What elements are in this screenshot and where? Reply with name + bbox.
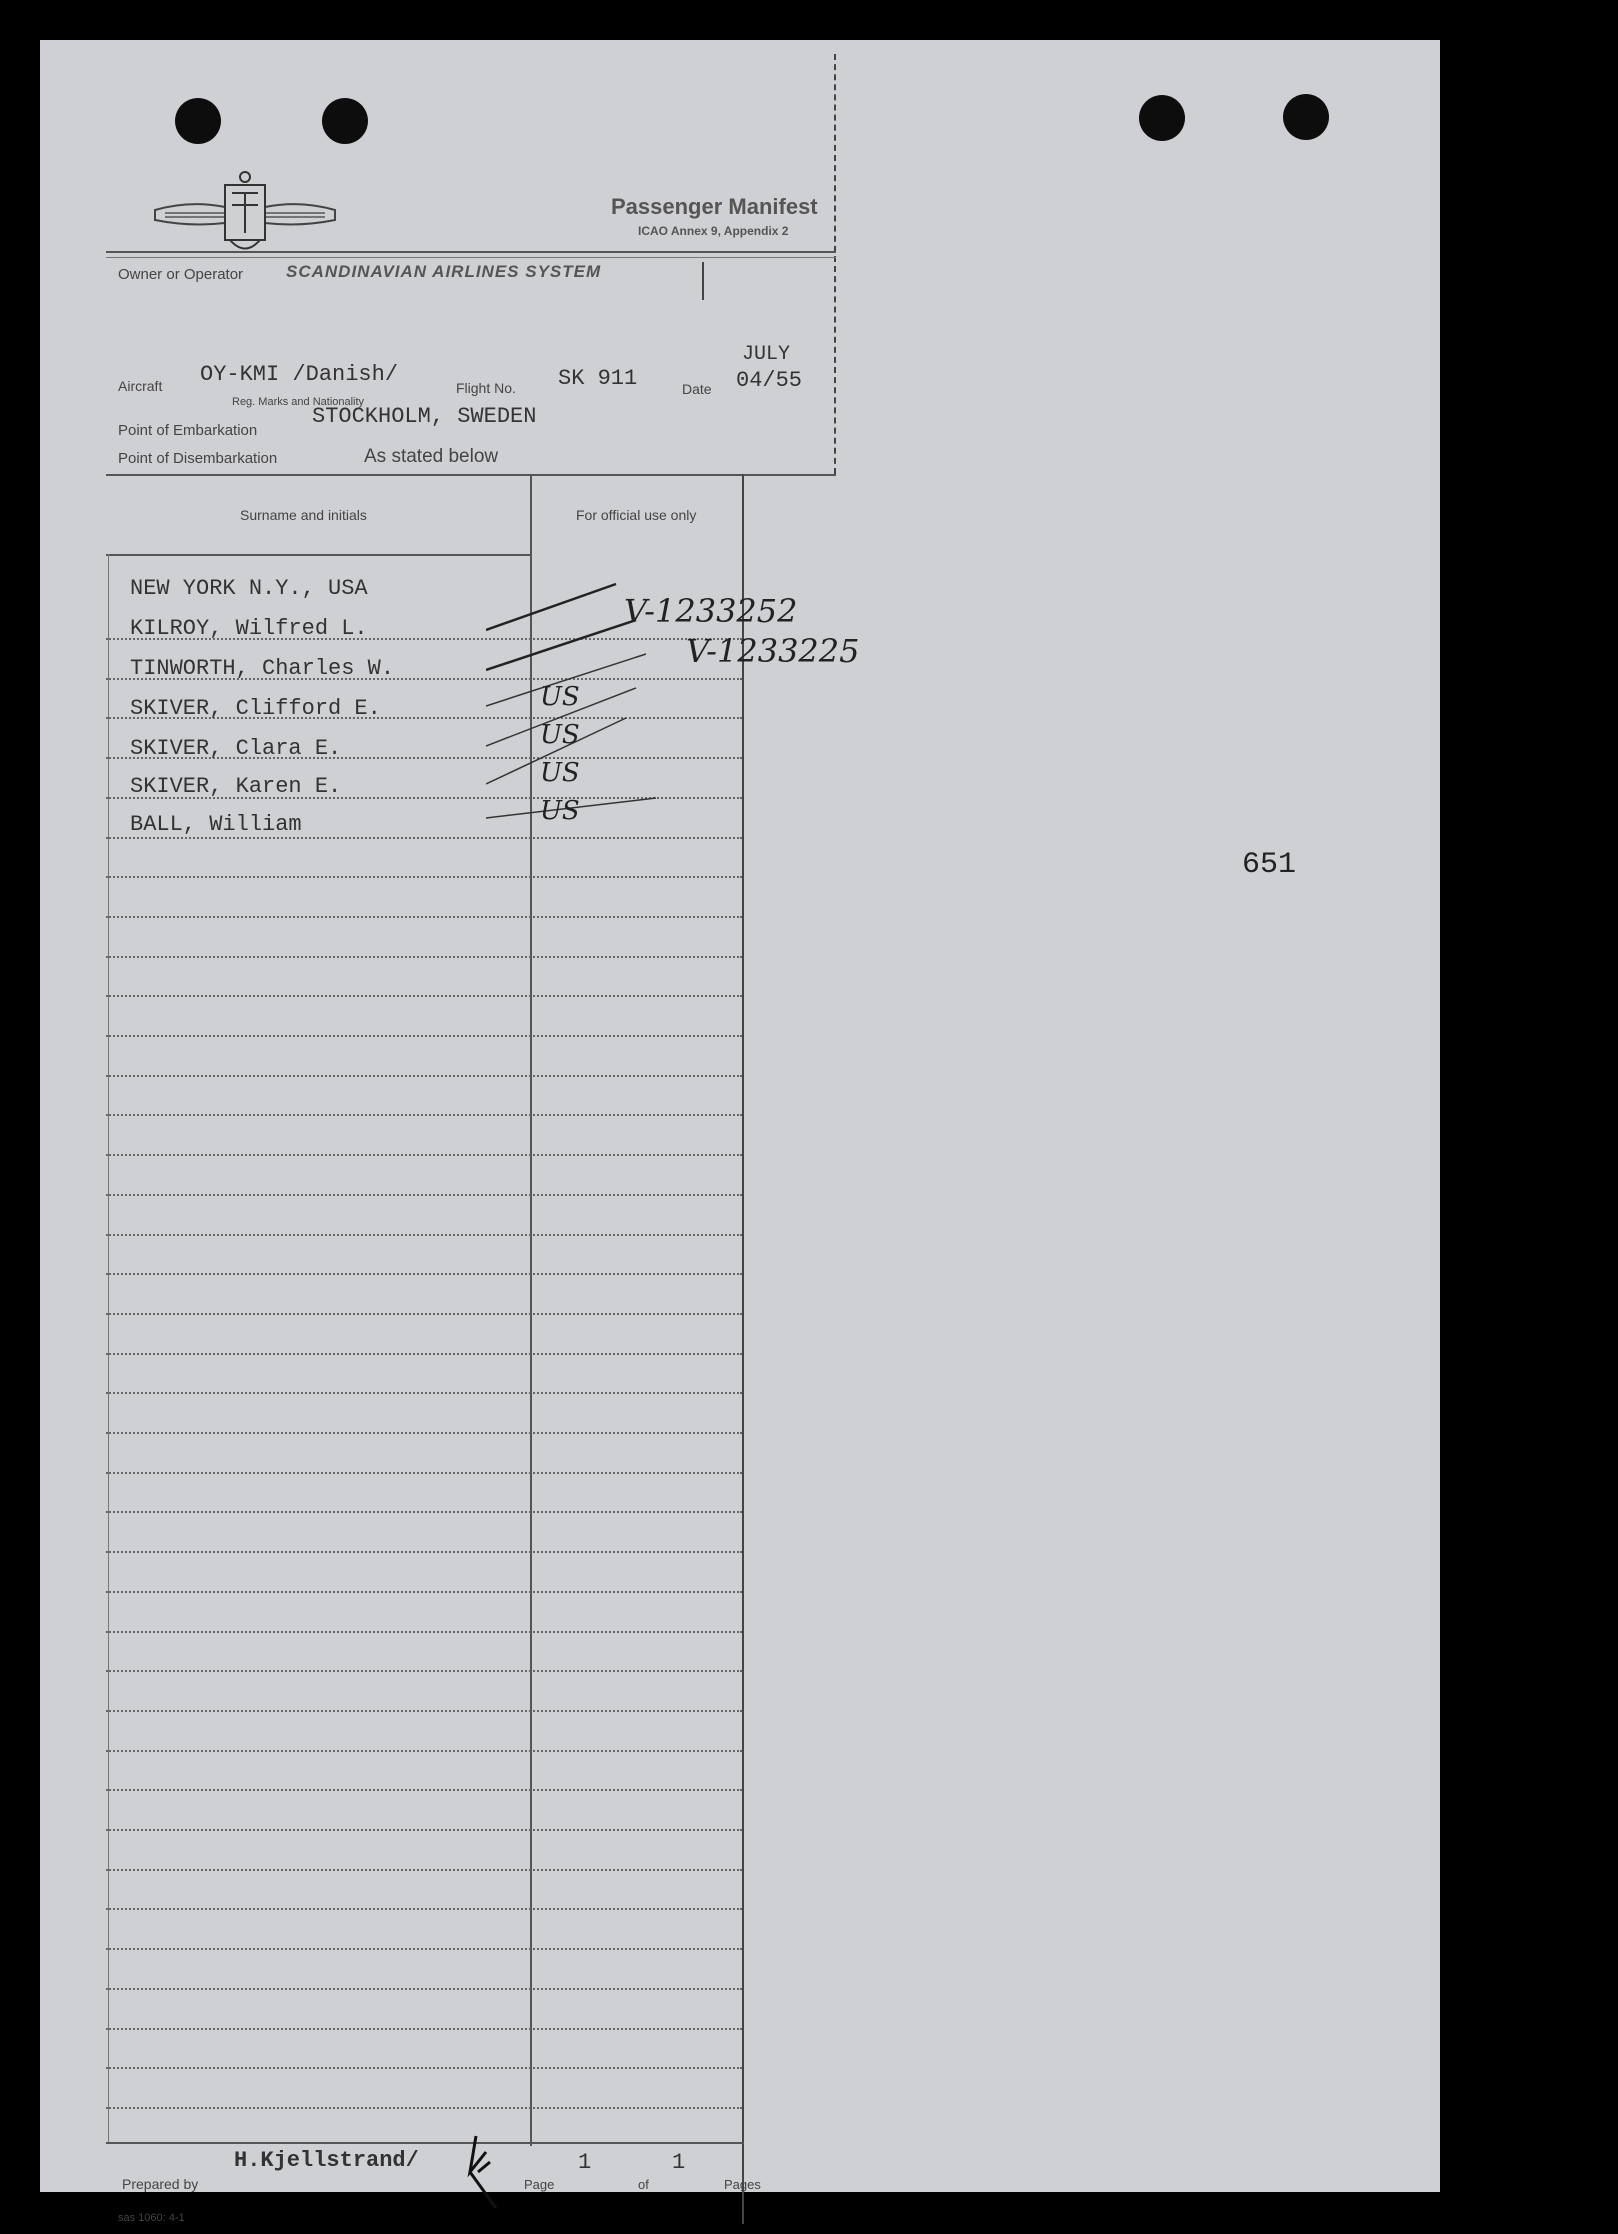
ruled-line [106, 1472, 742, 1474]
ruled-line [106, 1432, 742, 1434]
passenger-row-4: SKIVER, Clifford E. [130, 696, 381, 721]
ruled-line [106, 956, 742, 958]
visa-number-2: V-1233225 [686, 632, 860, 670]
ruled-line [106, 1313, 742, 1315]
disembarkation-label: Point of Disembarkation [118, 450, 278, 467]
header-box-edge [834, 54, 836, 474]
ruled-line [106, 1035, 742, 1037]
ruled-line [106, 1154, 742, 1156]
embarkation-label: Point of Embarkation [118, 422, 258, 439]
official-mark-6: US [540, 758, 580, 788]
date-month: JULY [742, 343, 791, 366]
passenger-row-5: SKIVER, Clara E. [130, 736, 342, 761]
column-header-name: Surname and initials [240, 507, 367, 523]
header-bottom-rule [106, 474, 836, 476]
manifest-title: Passenger Manifest [611, 194, 818, 219]
ruled-line [106, 1234, 742, 1236]
official-mark-5: US [540, 720, 580, 750]
passenger-row-2: KILROY, Wilfred L. [130, 616, 368, 641]
ruled-line [106, 876, 742, 878]
form-code: sas 1060: 4-1 [118, 2212, 185, 2224]
passenger-row-1: NEW YORK N.Y., USA [130, 576, 368, 601]
ruled-line [106, 1075, 742, 1077]
ruled-line [106, 1948, 742, 1950]
sas-logo-icon [150, 165, 340, 275]
passenger-row-7: BALL, William [130, 812, 302, 837]
ruled-line [106, 1114, 742, 1116]
ruled-line [106, 1908, 742, 1910]
column-header-official: For official use only [576, 507, 697, 523]
owner-tick [702, 262, 704, 300]
ruled-line [106, 1988, 742, 1990]
disembarkation-value: As stated below [364, 446, 499, 467]
table-left-edge [108, 554, 109, 2144]
pages-value: 1 [672, 2150, 686, 2175]
table-header-rule [106, 554, 530, 556]
manifest-page [40, 40, 1440, 2224]
visa-number-1: V-1233252 [624, 592, 798, 630]
ruled-line [106, 1591, 742, 1593]
ruled-line [106, 1353, 742, 1355]
ruled-line [106, 1392, 742, 1394]
flight-label: Flight No. [456, 380, 516, 396]
manifest-form [106, 40, 860, 2224]
ruled-line [106, 1869, 742, 1871]
official-mark-4: US [540, 682, 580, 712]
flight-value: SK 911 [558, 366, 638, 391]
ruled-line [106, 1194, 742, 1196]
aircraft-label: Aircraft [118, 378, 163, 394]
page-value: 1 [578, 2150, 592, 2175]
prepared-by-value: H.Kjellstrand/ [234, 2148, 419, 2173]
header-divider [106, 251, 836, 253]
archive-page-number: 651 [1242, 848, 1297, 882]
owner-label: Owner or Operator [118, 266, 244, 283]
ruled-line [106, 2067, 742, 2069]
of-label: of [638, 2177, 649, 2192]
ruled-line [106, 1789, 742, 1791]
ruled-line [106, 916, 742, 918]
header-divider [106, 257, 836, 258]
ruled-line [106, 1750, 742, 1752]
table-right-edge [742, 474, 744, 2224]
ruled-line [106, 1631, 742, 1633]
ruled-line [106, 2028, 742, 2030]
prepared-by-label: Prepared by [122, 2176, 199, 2192]
reg-marks-note: Reg. Marks and Nationality [232, 396, 365, 408]
ruled-line [106, 837, 742, 839]
aircraft-value: OY-KMI /Danish/ [200, 362, 399, 387]
ruled-line [106, 2107, 742, 2109]
ruled-line [106, 995, 742, 997]
ruled-line [106, 1670, 742, 1672]
punch-hole [1283, 94, 1329, 140]
ruled-line [106, 1710, 742, 1712]
ruled-line [106, 1829, 742, 1831]
footer-rule [106, 2142, 744, 2144]
official-mark-7: US [540, 796, 580, 826]
owner-value: SCANDINAVIAN AIRLINES SYSTEM [286, 262, 602, 281]
ruled-line [106, 1551, 742, 1553]
date-value: 04/55 [736, 368, 803, 393]
signature-scribble [456, 2132, 516, 2212]
passenger-row-3: TINWORTH, Charles W. [130, 656, 395, 681]
ruled-line [106, 1273, 742, 1275]
date-label: Date [682, 381, 712, 397]
pages-label: Pages [724, 2177, 761, 2192]
punch-hole [1139, 95, 1185, 141]
ruled-line [106, 1511, 742, 1513]
passenger-row-6: SKIVER, Karen E. [130, 774, 342, 799]
page-label: Page [524, 2177, 555, 2192]
embarkation-value: STOCKHOLM, SWEDEN [312, 404, 537, 429]
manifest-subtitle: ICAO Annex 9, Appendix 2 [638, 224, 789, 238]
